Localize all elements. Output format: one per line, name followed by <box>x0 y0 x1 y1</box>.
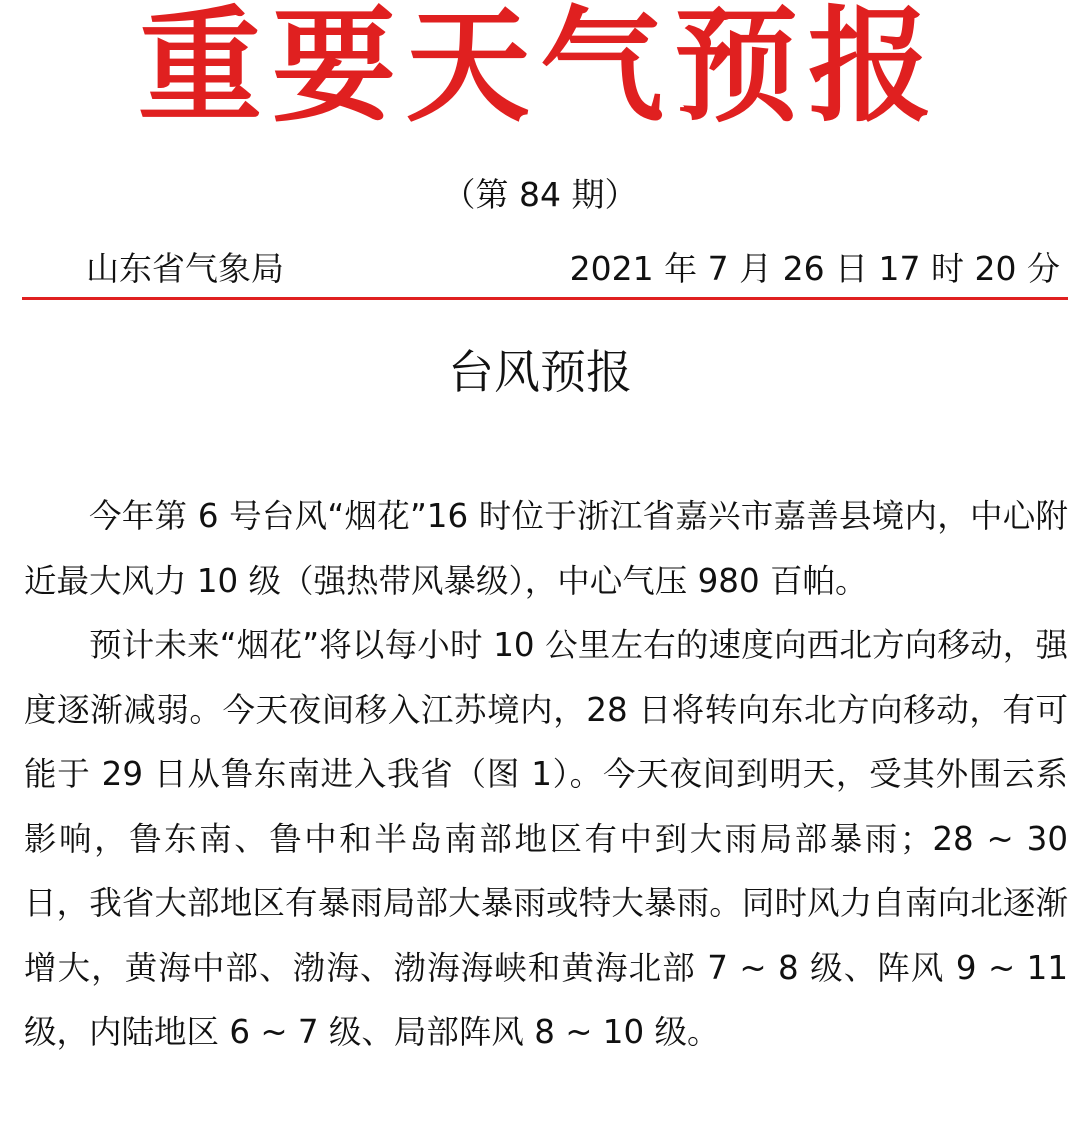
issue-number: （第 84 期） <box>442 175 638 214</box>
paragraph-typhoon-status: 今年第 6 号台风“烟花”16 时位于浙江省嘉兴市嘉善县境内，中心附近最大风力 10 级（强热带风暴级），中心气压 980 百帕。 <box>24 497 1068 600</box>
header-divider <box>22 297 1068 300</box>
issue-datetime: 2021 年 7 月 26 日 17 时 20 分 <box>569 249 1060 288</box>
meta-row <box>0 242 1080 296</box>
issuing-agency: 山东省气象局 <box>86 249 284 288</box>
document-title: 台风预报 <box>448 345 632 399</box>
masthead-title: 重要天气预报 <box>137 0 942 135</box>
paragraph-forecast: 预计未来“烟花”将以每小时 10 公里左右的速度向西北方向移动，强度逐渐减弱。今天夜间移入江苏境内，28 日将转向东北方向移动，有可能于 29 日从鲁东南进入我省（图 1）。今天夜间到明天，受其外围云系影响，鲁东南、鲁中和半岛南部地区有中到大雨局部暴雨；28 ~ 30 日，我省大部地区有暴雨局部大暴雨或特大暴雨。同时风力自南向北逐渐增大，黄海中部、渤海、渤海海峡和黄海北部 7 ~ 8 级、阵风 9 ~ 11 级，内陆地区 6 ~ 7 级、局部阵风 8 ~ 10 级。 <box>24 626 1068 1051</box>
document-body <box>24 484 1068 1065</box>
